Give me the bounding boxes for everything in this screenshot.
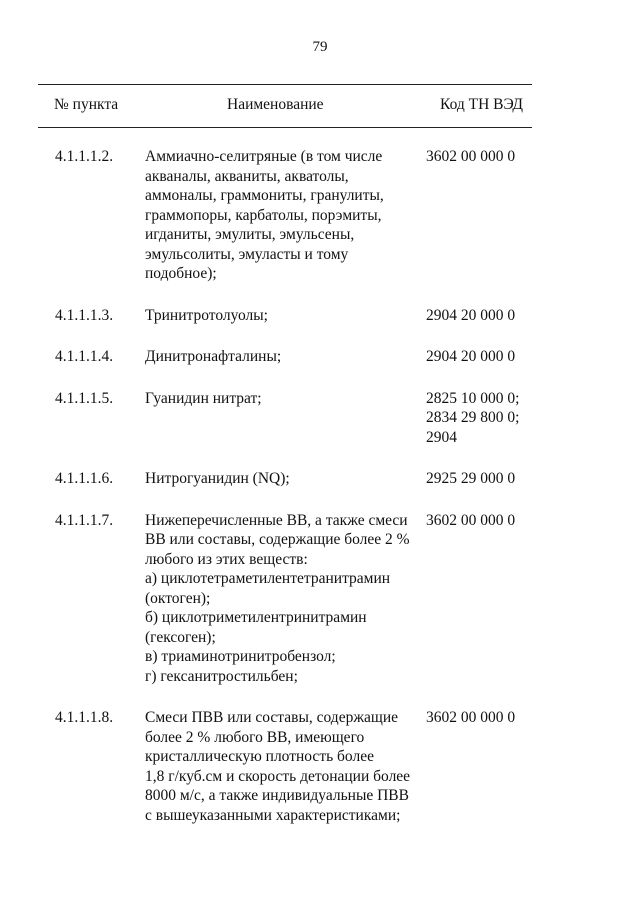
item-number: 4.1.1.1.7. (55, 511, 114, 529)
item-code (426, 469, 556, 489)
table-body (0, 147, 640, 847)
item-name (145, 511, 415, 687)
item-name-line: игданиты, эмулиты, эмульсены, (145, 226, 355, 243)
item-code-line: 2834 29 800 0; (426, 409, 520, 426)
column-header-number: № пункта (54, 96, 119, 113)
item-code (426, 511, 556, 531)
table-top-rule (38, 84, 532, 85)
item-number: 4.1.1.1.5. (55, 389, 114, 407)
item-name-line: 8000 м/с, а также индивидуальные ПВВ (145, 787, 409, 804)
item-name-line: Нижеперечисленные ВВ, а также смеси (145, 511, 408, 529)
item-name-line: акваналы, акваниты, акватолы, (145, 167, 349, 185)
item-name-line: Нитрогуанидин (NQ); (145, 470, 290, 487)
item-code-line: 2825 10 000 0; (426, 389, 520, 407)
item-name (145, 147, 415, 284)
item-name-line: Аммиачно-селитряные (в том числе (145, 148, 383, 165)
item-name-line: а) циклотетраметилентетранитрамин (145, 570, 391, 587)
item-code-line: 3602 00 000 0 (426, 511, 516, 529)
item-name-line: ВВ или составы, содержащие более 2 % (145, 531, 410, 548)
item-number: 4.1.1.1.8. (55, 709, 114, 726)
item-name-line: эмульсолиты, эмуласты и тому (145, 245, 349, 263)
item-code-line: 2904 20 000 0 (426, 348, 516, 365)
item-name-line: (октоген); (145, 589, 211, 607)
table-row (0, 306, 640, 326)
item-name-line: (гексоген); (145, 628, 216, 646)
item-name-line: г) гексанитростильбен; (145, 667, 298, 685)
item-code-line: 3602 00 000 0 (426, 148, 516, 165)
item-name-line: кристаллическую плотность более (145, 748, 374, 765)
item-name-line: б) циклотриметилентринитрамин (145, 609, 367, 626)
item-name-line: с вышеуказанными характеристиками; (145, 806, 401, 824)
item-code (426, 389, 556, 448)
item-name (145, 306, 415, 326)
column-header-name: Наименование (227, 96, 324, 113)
item-name (145, 347, 415, 367)
item-code-line: 2904 (426, 428, 457, 446)
item-name-line: в) триаминотринитробензол; (145, 648, 336, 665)
item-name-line: любого из этих веществ: (145, 550, 308, 568)
item-name-line: Гуанидин нитрат; (145, 389, 262, 407)
item-number: 4.1.1.1.6. (55, 470, 114, 487)
item-code-line: 2904 20 000 0 (426, 306, 516, 324)
item-name (145, 708, 415, 825)
item-name-line: граммопоры, карбатолы, порэмиты, (145, 206, 382, 224)
item-code (426, 306, 556, 326)
item-name-line: аммоналы, граммониты, гранулиты, (145, 187, 384, 204)
table-row (0, 708, 640, 825)
item-name-line: Смеси ПВВ или составы, содержащие (145, 709, 399, 726)
item-number: 4.1.1.1.3. (55, 306, 114, 324)
item-code (426, 347, 556, 367)
item-name-line: подобное); (145, 265, 217, 282)
item-name (145, 389, 415, 409)
item-name (145, 469, 415, 489)
table-row (0, 469, 640, 489)
item-name-line: Тринитротолуолы; (145, 306, 268, 324)
column-header-code: Код ТН ВЭД (440, 96, 524, 113)
table-row (0, 511, 640, 687)
table-header-rule (38, 127, 532, 128)
table-row (0, 147, 640, 284)
table-header (38, 94, 532, 116)
table-row (0, 389, 640, 448)
item-code (426, 708, 556, 728)
item-code-line: 2925 29 000 0 (426, 470, 516, 487)
item-number: 4.1.1.1.4. (55, 348, 114, 365)
item-name-line: 1,8 г/куб.см и скорость детонации более (145, 767, 411, 785)
item-code (426, 147, 556, 167)
table-row (0, 347, 640, 367)
page-number: 79 (312, 39, 328, 55)
item-number: 4.1.1.1.2. (55, 148, 114, 165)
item-code-line: 3602 00 000 0 (426, 709, 516, 726)
item-name-line: Динитронафталины; (145, 348, 282, 365)
item-name-line: более 2 % любого ВВ, имеющего (145, 728, 365, 746)
